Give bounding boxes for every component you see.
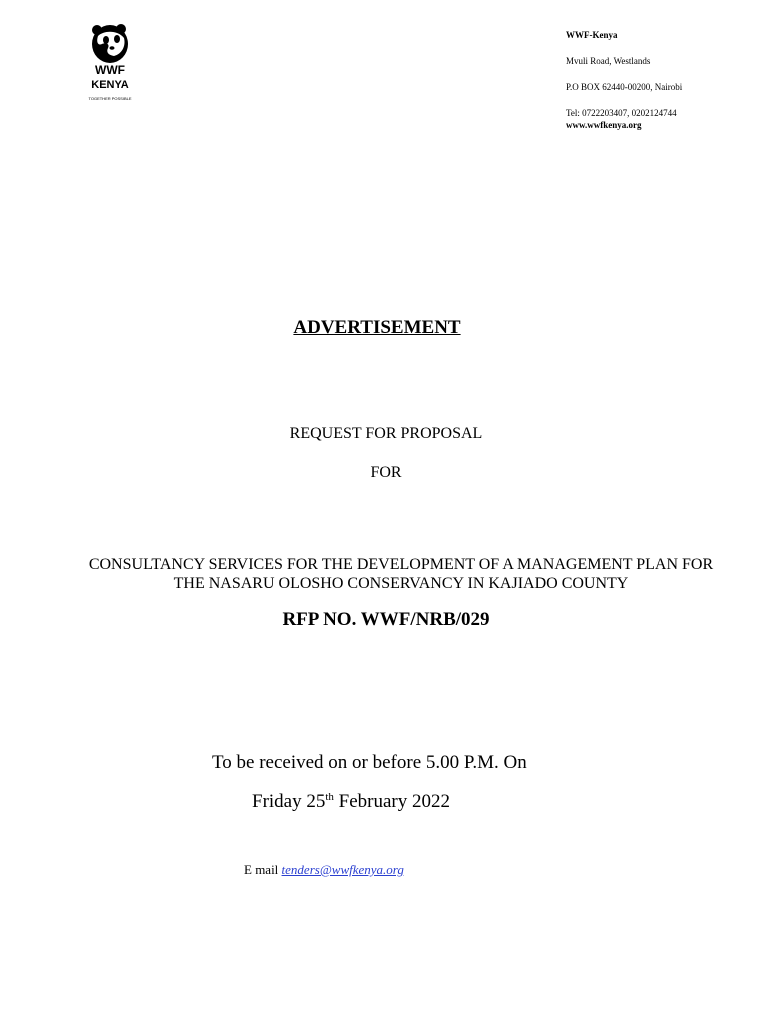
consultancy-line-2: THE NASARU OLOSHO CONSERVANCY IN KAJIADO COUNTY (173, 575, 629, 592)
rfp-number: RFP NO. WWF/NRB/029 (282, 609, 490, 630)
website: www.wwfkenya.org (566, 120, 642, 130)
page-heading: ADVERTISEMENT (293, 317, 461, 338)
for-label: FOR (370, 464, 402, 481)
consultancy-description (16, 555, 770, 593)
org-name: WWF-Kenya (566, 30, 618, 40)
deadline-day: Friday 25 (252, 791, 326, 812)
deadline-date (252, 791, 450, 813)
consultancy-line-1: CONSULTANCY SERVICES FOR THE DEVELOPMENT OF A MANAGEMENT PLAN FOR (88, 556, 714, 573)
telephone: Tel: 0722203407, 0202124744 (566, 108, 677, 118)
email-line (244, 862, 404, 878)
street-address: Mvuli Road, Westlands (566, 56, 651, 66)
po-box: P.O BOX 62440-00200, Nairobi (566, 82, 683, 92)
ordinal-suffix: th (325, 791, 334, 803)
deadline-line: To be received on or before 5.00 P.M. On (212, 752, 527, 773)
kenya-wordmark: KENYA (91, 79, 129, 91)
rfp-title: REQUEST FOR PROPOSAL (289, 425, 483, 442)
panda-icon (84, 22, 136, 104)
deadline-month-year: February 2022 (333, 791, 451, 812)
wwf-kenya-logo (84, 22, 136, 104)
wwf-wordmark: WWF (95, 63, 125, 77)
email-label: E mail (244, 862, 282, 877)
tagline-wordmark: TOGETHER POSSIBLE (88, 96, 132, 101)
email-link[interactable]: tenders@wwfkenya.org (281, 862, 404, 877)
